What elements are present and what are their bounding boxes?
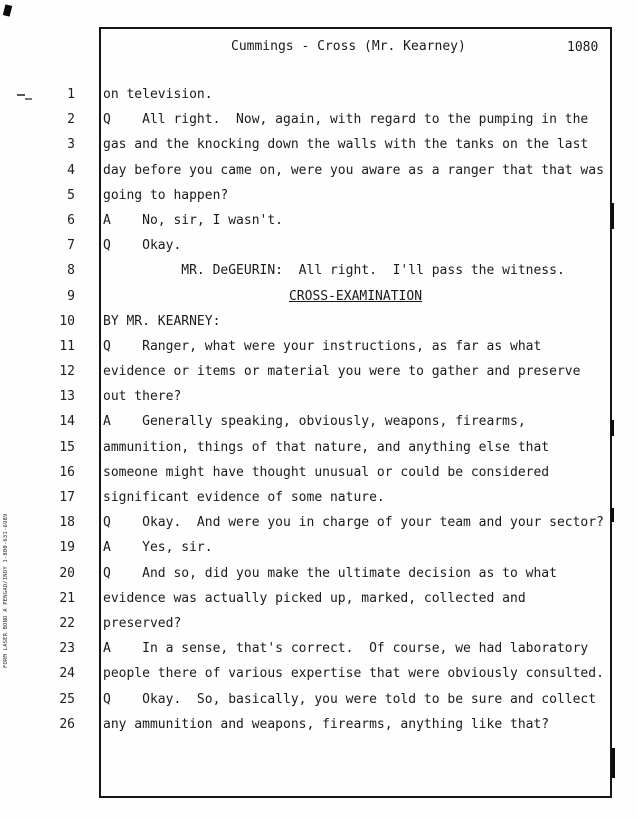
transcript-lines — [0, 87, 638, 742]
transcript-line — [0, 515, 638, 540]
line-text: MR. DeGEURIN: All right. I'll pass the witness. — [103, 263, 565, 279]
header-title: Cummings - Cross (Mr. Kearney) — [231, 39, 466, 54]
line-text: Q Okay. — [103, 238, 182, 254]
line-number: 4 — [67, 162, 75, 178]
line-text: CROSS-EXAMINATION — [288, 288, 423, 304]
scan-speck — [3, 4, 12, 16]
transcript-line — [0, 87, 638, 112]
line-text: on television. — [103, 87, 213, 102]
line-number: 19 — [59, 540, 75, 556]
line-text: Q And so, did you make the ultimate decision as to what — [103, 565, 557, 581]
line-number: 18 — [59, 515, 75, 531]
line-number: 10 — [59, 313, 75, 329]
line-number: 24 — [59, 666, 75, 682]
transcript-line — [0, 440, 638, 465]
line-text: gas and the knocking down the walls with the tanks on the last — [103, 137, 589, 153]
transcript-line — [0, 263, 638, 288]
line-number: 6 — [67, 212, 75, 228]
transcript-line — [0, 465, 638, 490]
transcript-line — [0, 364, 638, 389]
transcript-line — [0, 339, 638, 364]
transcript-line — [0, 414, 638, 439]
line-text: preserved? — [103, 615, 182, 631]
line-text: Q Ranger, what were your instructions, as far as what — [103, 338, 542, 354]
line-number: 11 — [59, 338, 75, 354]
transcript-line — [0, 137, 638, 162]
transcript-line — [0, 616, 638, 641]
transcript-line — [0, 591, 638, 616]
transcript-line — [0, 666, 638, 691]
line-number: 1 — [67, 87, 75, 102]
scan-artifact — [611, 508, 614, 522]
line-number: 25 — [59, 691, 75, 707]
line-text: any ammunition and weapons, firearms, anything like that? — [103, 716, 550, 732]
line-number: 23 — [59, 641, 75, 657]
line-number: 12 — [59, 364, 75, 380]
transcript-line — [0, 213, 638, 238]
transcript-line — [0, 540, 638, 565]
line-number: 21 — [59, 590, 75, 606]
line-text: A Generally speaking, obviously, weapons, firearms, — [103, 414, 526, 430]
line-number: 15 — [59, 439, 75, 455]
line-text: A In a sense, that's correct. Of course, we had laboratory — [103, 641, 589, 657]
line-text: going to happen? — [103, 187, 229, 203]
line-number: 22 — [59, 615, 75, 631]
line-text: A No, sir, I wasn't. — [103, 212, 284, 228]
line-text: A Yes, sir. — [103, 540, 213, 556]
line-text: ammunition, things of that nature, and anything else that — [103, 439, 550, 455]
line-text: BY MR. KEARNEY: — [103, 313, 221, 329]
line-text: evidence was actually picked up, marked, collected and — [103, 590, 526, 606]
transcript-line — [0, 566, 638, 591]
line-text: someone might have thought unusual or could be considered — [103, 464, 550, 480]
line-number: 2 — [67, 112, 75, 128]
transcript-line — [0, 112, 638, 137]
line-number: 14 — [59, 414, 75, 430]
line-text: people there of various expertise that were obviously consulted. — [103, 666, 604, 682]
transcript-line — [0, 188, 638, 213]
line-number: 26 — [59, 716, 75, 732]
line-text: out there? — [103, 389, 182, 405]
line-text: Q Okay. And were you in charge of your team and your sector? — [103, 515, 604, 531]
line-text: significant evidence of some nature. — [103, 490, 385, 505]
transcript-line — [0, 692, 638, 717]
transcript-line — [0, 163, 638, 188]
transcript-line — [0, 238, 638, 263]
transcript-line — [0, 490, 638, 515]
transcript-line — [0, 314, 638, 339]
scan-artifact — [611, 420, 614, 436]
margin-vertical-text: FORM LASER BOND A PENGAD/INDY 1-800-631-6989 — [3, 513, 9, 668]
transcript-line — [0, 641, 638, 666]
line-text: evidence or items or material you were to gather and preserve — [103, 364, 581, 380]
transcript-line — [0, 717, 638, 742]
page-number: 1080 — [567, 40, 599, 55]
scan-artifact — [611, 203, 614, 229]
line-number: 3 — [67, 137, 75, 153]
line-number: 20 — [59, 565, 75, 581]
line-number: 9 — [67, 288, 75, 304]
line-number: 16 — [59, 464, 75, 480]
line-number: 17 — [59, 490, 75, 505]
line-number: 13 — [59, 389, 75, 405]
line-number: 7 — [67, 238, 75, 254]
line-number: 5 — [67, 187, 75, 203]
line-text: Q Okay. So, basically, you were told to be sure and collect — [103, 691, 597, 707]
line-number: 8 — [67, 263, 75, 279]
transcript-line — [0, 289, 638, 314]
line-text: day before you came on, were you aware as a ranger that that was — [103, 162, 604, 178]
scan-artifact — [612, 748, 615, 778]
line-text: Q All right. Now, again, with regard to the pumping in the — [103, 112, 589, 128]
transcript-line — [0, 389, 638, 414]
